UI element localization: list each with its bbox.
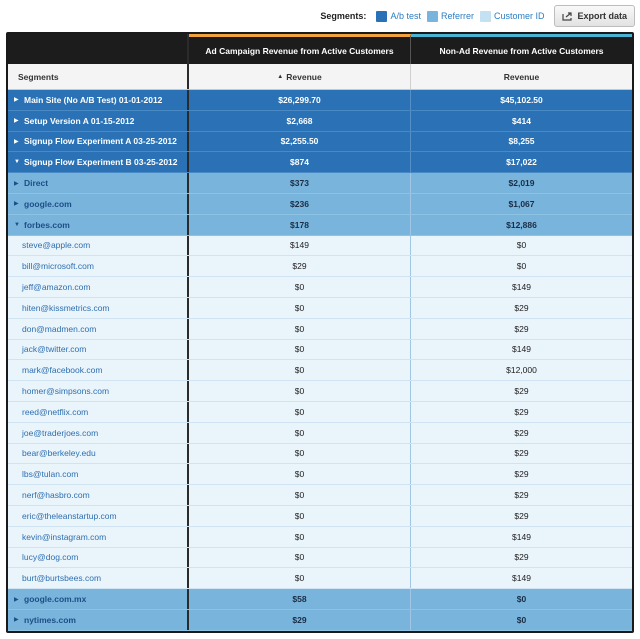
ad-revenue-cell: $0 — [189, 548, 411, 568]
segment-cell[interactable] — [8, 485, 189, 505]
segment-cell[interactable] — [8, 402, 189, 422]
ad-revenue-column-header[interactable] — [189, 64, 411, 89]
segment-name: mark@facebook.com — [22, 365, 103, 376]
referrer-swatch — [427, 11, 438, 22]
non-ad-revenue-cell: $17,022 — [506, 157, 537, 168]
segments-column-header[interactable]: Segments — [8, 64, 189, 89]
segment-cell[interactable] — [8, 340, 189, 360]
legend-customer-id[interactable] — [480, 11, 545, 22]
customer-row[interactable] — [8, 402, 632, 423]
non-ad-revenue-cell: $2,019 — [508, 178, 535, 189]
segment-name: jack@twitter.com — [22, 344, 87, 355]
segment-name: jeff@amazon.com — [22, 282, 91, 293]
ad-revenue-header-label: Revenue — [286, 71, 322, 82]
segment-name: burt@burtsbees.com — [22, 573, 102, 584]
ad-revenue-cell: $0 — [189, 402, 411, 422]
ab-test-swatch — [376, 11, 387, 22]
segment-cell[interactable] — [8, 256, 189, 276]
segment-cell[interactable] — [8, 90, 189, 110]
non-ad-revenue-cell: $0 — [516, 614, 527, 625]
segment-name: steve@apple.com — [22, 240, 91, 251]
segment-cell[interactable] — [8, 236, 189, 256]
legend-referrer-label: Referrer — [440, 11, 474, 21]
non-ad-revenue-cell: $45,102.50 — [500, 94, 543, 105]
non-ad-revenue-cell: $0 — [516, 261, 527, 272]
customer-row[interactable] — [8, 360, 632, 381]
customer-row[interactable] — [8, 319, 632, 340]
ad-revenue-cell: $58 — [189, 589, 411, 609]
customer-row[interactable] — [8, 381, 632, 402]
ad-revenue-cell: $0 — [189, 298, 411, 318]
ad-revenue-cell: $0 — [189, 444, 411, 464]
expand-icon[interactable]: ▶ — [14, 201, 19, 208]
segment-cell[interactable] — [8, 298, 189, 318]
ab-test-row[interactable] — [8, 111, 632, 132]
segment-name: reed@netflix.com — [22, 406, 89, 417]
legend-ab-test[interactable] — [376, 11, 421, 22]
referrer-row[interactable] — [8, 215, 632, 236]
ad-revenue-cell: $0 — [189, 340, 411, 360]
customer-row[interactable] — [8, 423, 632, 444]
segment-cell[interactable] — [8, 589, 189, 609]
customer-row[interactable] — [8, 340, 632, 361]
segment-name: google.com — [24, 198, 72, 209]
segment-name: lbs@tulan.com — [22, 469, 79, 480]
referrer-row[interactable] — [8, 610, 632, 631]
segment-cell[interactable] — [8, 568, 189, 588]
non-ad-revenue-cell: $149 — [512, 531, 531, 542]
non-ad-revenue-cell: $29 — [514, 490, 529, 501]
customer-row[interactable] — [8, 568, 632, 589]
customer-row[interactable] — [8, 464, 632, 485]
customer-row[interactable] — [8, 298, 632, 319]
segment-cell[interactable] — [8, 444, 189, 464]
customer-id-swatch — [480, 11, 491, 22]
segment-cell[interactable] — [8, 319, 189, 339]
segment-name: eric@theleanstartup.com — [22, 510, 117, 521]
ad-revenue-cell: $0 — [189, 319, 411, 339]
segment-cell[interactable] — [8, 215, 189, 235]
non-ad-revenue-cell: $29 — [514, 448, 529, 459]
customer-row[interactable] — [8, 506, 632, 527]
customer-row[interactable] — [8, 256, 632, 277]
segment-name: google.com.mx — [24, 594, 87, 605]
non-ad-revenue-cell: $12,000 — [506, 365, 537, 376]
ad-revenue-cell: $149 — [189, 236, 411, 256]
ad-revenue-cell: $26,299.70 — [189, 90, 411, 110]
legend-referrer[interactable] — [427, 11, 474, 22]
non-ad-revenue-cell: $0 — [516, 240, 527, 251]
ab-test-row[interactable] — [8, 132, 632, 153]
segment-cell[interactable] — [8, 360, 189, 380]
segment-cell[interactable] — [8, 152, 189, 172]
ad-revenue-cell: $874 — [189, 152, 411, 172]
segment-cell[interactable] — [8, 610, 189, 630]
ad-revenue-cell: $0 — [189, 527, 411, 547]
segment-cell[interactable] — [8, 111, 189, 131]
non-ad-revenue-cell: $29 — [514, 469, 529, 480]
segment-name: nerf@hasbro.com — [22, 490, 90, 501]
segment-cell[interactable] — [8, 132, 189, 152]
revenue-table — [6, 32, 634, 633]
segment-cell[interactable] — [8, 194, 189, 214]
segment-name: nytimes.com — [24, 614, 76, 625]
ad-revenue-cell: $236 — [189, 194, 411, 214]
customer-row[interactable] — [8, 236, 632, 257]
non-ad-revenue-cell: $149 — [512, 573, 531, 584]
ad-revenue-cell: $29 — [189, 610, 411, 630]
non-ad-revenue-cell: $29 — [514, 323, 529, 334]
column-group-header — [8, 34, 632, 64]
ab-test-row[interactable] — [8, 152, 632, 173]
non-ad-revenue-cell: $12,886 — [506, 219, 537, 230]
referrer-row[interactable] — [8, 589, 632, 610]
segment-name: bill@microsoft.com — [22, 261, 94, 272]
column-header-row — [8, 64, 632, 90]
ad-revenue-cell: $29 — [189, 256, 411, 276]
segment-name: forbes.com — [24, 219, 70, 230]
non-ad-revenue-cell: $29 — [514, 510, 529, 521]
ad-revenue-cell: $0 — [189, 277, 411, 297]
ad-revenue-cell: $0 — [189, 360, 411, 380]
referrer-row[interactable] — [8, 173, 632, 194]
expand-icon[interactable]: ▶ — [14, 617, 19, 624]
segment-cell[interactable] — [8, 277, 189, 297]
ad-revenue-cell: $0 — [189, 464, 411, 484]
segment-name: joe@traderjoes.com — [22, 427, 99, 438]
non-ad-revenue-cell: $149 — [512, 344, 531, 355]
segment-name: kevin@instagram.com — [22, 531, 107, 542]
expand-icon[interactable]: ▶ — [14, 118, 19, 125]
ad-revenue-cell: $0 — [189, 381, 411, 401]
segment-name: Signup Flow Experiment A 03-25-2012 — [24, 136, 177, 147]
non-ad-revenue-cell: $1,067 — [508, 198, 535, 209]
non-ad-revenue-cell: $0 — [516, 594, 527, 605]
segment-name: homer@simpsons.com — [22, 386, 110, 397]
sort-ascending-icon: ▲ — [277, 73, 284, 80]
segment-name: Main Site (No A/B Test) 01-01-2012 — [24, 94, 163, 105]
non-ad-revenue-cell: $29 — [514, 552, 529, 563]
ad-revenue-cell: $2,255.50 — [189, 132, 411, 152]
ad-revenue-cell: $0 — [189, 568, 411, 588]
table-body — [8, 90, 632, 631]
export-icon — [562, 11, 573, 21]
segment-cell[interactable] — [8, 381, 189, 401]
segment-name: Direct — [24, 178, 49, 189]
non-ad-revenue-column-header[interactable]: Revenue — [503, 71, 540, 82]
referrer-row[interactable] — [8, 194, 632, 215]
segment-cell[interactable] — [8, 464, 189, 484]
segment-cell[interactable] — [8, 506, 189, 526]
non-ad-revenue-cell: $29 — [514, 406, 529, 417]
segment-name: lucy@dog.com — [22, 552, 79, 563]
ad-revenue-cell: $373 — [189, 173, 411, 193]
segment-cell[interactable] — [8, 173, 189, 193]
ad-revenue-cell: $0 — [189, 485, 411, 505]
ab-test-row[interactable] — [8, 90, 632, 111]
expand-icon[interactable]: ▶ — [14, 138, 19, 145]
segment-name: Signup Flow Experiment B 03-25-2012 — [24, 157, 178, 168]
collapse-icon[interactable]: ▼ — [14, 159, 20, 166]
header-blank — [8, 34, 189, 64]
ad-revenue-cell: $2,668 — [189, 111, 411, 131]
non-ad-revenue-cell: $29 — [514, 427, 529, 438]
segment-name: Setup Version A 01-15-2012 — [24, 115, 135, 126]
expand-icon[interactable]: ▶ — [14, 596, 19, 603]
expand-icon[interactable]: ▶ — [14, 97, 19, 104]
export-data-label: Export data — [577, 11, 627, 21]
segment-name: hiten@kissmetrics.com — [22, 302, 110, 313]
customer-row[interactable] — [8, 485, 632, 506]
segments-label: Segments: — [320, 11, 367, 21]
customer-row[interactable] — [8, 527, 632, 548]
non-ad-revenue-cell: $29 — [514, 386, 529, 397]
collapse-icon[interactable]: ▼ — [14, 221, 20, 228]
non-ad-group-header: Non-Ad Revenue from Active Customers — [411, 34, 632, 64]
legend-customer-id-label: Customer ID — [493, 11, 545, 21]
customer-row[interactable] — [8, 444, 632, 465]
customer-row[interactable] — [8, 277, 632, 298]
ad-revenue-cell: $0 — [189, 506, 411, 526]
segment-name: bear@berkeley.edu — [22, 448, 96, 459]
customer-row[interactable] — [8, 548, 632, 569]
segment-cell[interactable] — [8, 527, 189, 547]
ad-revenue-cell: $0 — [189, 423, 411, 443]
segment-cell[interactable] — [8, 423, 189, 443]
expand-icon[interactable]: ▶ — [14, 180, 19, 187]
ad-campaign-group-header: Ad Campaign Revenue from Active Customers — [189, 34, 411, 64]
segment-name: don@madmen.com — [22, 323, 97, 334]
non-ad-revenue-cell: $29 — [514, 302, 529, 313]
non-ad-revenue-cell: $8,255 — [508, 136, 535, 147]
toolbar — [320, 5, 635, 27]
non-ad-revenue-cell: $149 — [512, 282, 531, 293]
export-data-button[interactable] — [554, 5, 635, 27]
ad-revenue-cell: $178 — [189, 215, 411, 235]
non-ad-revenue-cell: $414 — [512, 115, 531, 126]
legend-ab-test-label: A/b test — [390, 11, 421, 21]
segment-cell[interactable] — [8, 548, 189, 568]
